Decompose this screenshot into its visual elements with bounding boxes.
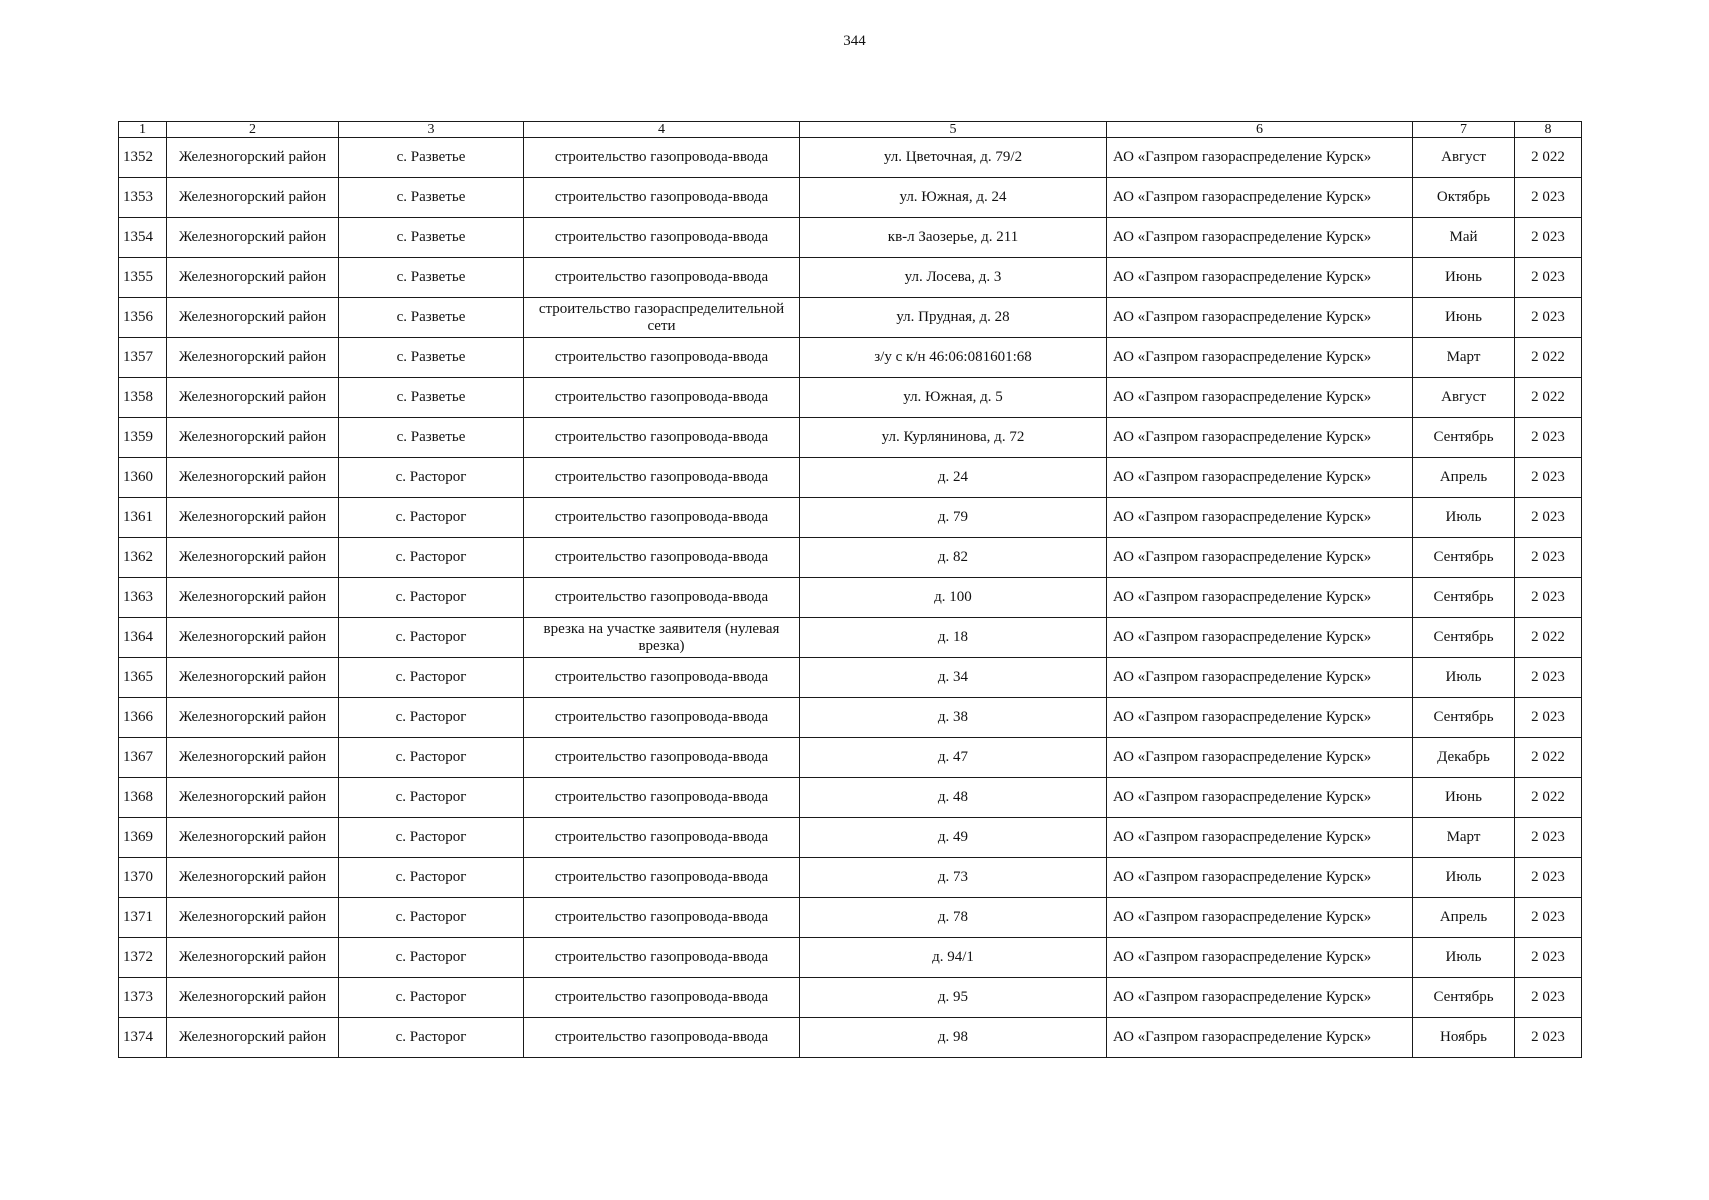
table-row <box>119 578 1582 618</box>
month-cell: Апрель <box>1413 458 1515 498</box>
settlement-cell: с. Расторог <box>339 658 524 698</box>
address-cell: д. 98 <box>800 1018 1107 1058</box>
work-type-cell: строительство газопровода-ввода <box>524 818 800 858</box>
row-number-cell: 1366 <box>119 698 167 738</box>
table-row <box>119 658 1582 698</box>
table-row <box>119 498 1582 538</box>
address-cell: д. 100 <box>800 578 1107 618</box>
work-type-cell: строительство газопровода-ввода <box>524 698 800 738</box>
district-cell: Железногорский район <box>167 498 339 538</box>
table-row <box>119 418 1582 458</box>
row-number-cell: 1362 <box>119 538 167 578</box>
work-type-cell: строительство газопровода-ввода <box>524 138 800 178</box>
table-row <box>119 938 1582 978</box>
address-cell: кв-л Заозерье, д. 211 <box>800 218 1107 258</box>
work-type-cell: строительство газопровода-ввода <box>524 658 800 698</box>
settlement-cell: с. Расторог <box>339 938 524 978</box>
settlement-cell: с. Расторог <box>339 458 524 498</box>
row-number-cell: 1367 <box>119 738 167 778</box>
month-cell: Июнь <box>1413 258 1515 298</box>
organization-cell: АО «Газпром газораспределение Курск» <box>1107 698 1413 738</box>
settlement-cell: с. Разветье <box>339 418 524 458</box>
district-cell: Железногорский район <box>167 778 339 818</box>
district-cell: Железногорский район <box>167 658 339 698</box>
address-cell: д. 48 <box>800 778 1107 818</box>
row-number-cell: 1357 <box>119 338 167 378</box>
address-cell: ул. Лосева, д. 3 <box>800 258 1107 298</box>
month-cell: Июль <box>1413 938 1515 978</box>
organization-cell: АО «Газпром газораспределение Курск» <box>1107 818 1413 858</box>
work-type-cell: строительство газопровода-ввода <box>524 898 800 938</box>
organization-cell: АО «Газпром газораспределение Курск» <box>1107 658 1413 698</box>
work-type-cell: строительство газопровода-ввода <box>524 378 800 418</box>
district-cell: Железногорский район <box>167 938 339 978</box>
address-cell: д. 79 <box>800 498 1107 538</box>
year-cell: 2 023 <box>1515 218 1582 258</box>
work-type-cell: строительство газопровода-ввода <box>524 258 800 298</box>
organization-cell: АО «Газпром газораспределение Курск» <box>1107 498 1413 538</box>
month-cell: Сентябрь <box>1413 418 1515 458</box>
district-cell: Железногорский район <box>167 538 339 578</box>
table-header-row <box>119 122 1582 138</box>
settlement-cell: с. Разветье <box>339 378 524 418</box>
row-number-cell: 1363 <box>119 578 167 618</box>
address-cell: ул. Южная, д. 24 <box>800 178 1107 218</box>
work-type-cell: строительство газораспределительной сети <box>524 298 800 338</box>
month-cell: Июль <box>1413 658 1515 698</box>
table-row <box>119 218 1582 258</box>
row-number-cell: 1361 <box>119 498 167 538</box>
table-row <box>119 458 1582 498</box>
work-type-cell: строительство газопровода-ввода <box>524 778 800 818</box>
work-type-cell: строительство газопровода-ввода <box>524 1018 800 1058</box>
organization-cell: АО «Газпром газораспределение Курск» <box>1107 858 1413 898</box>
table-row <box>119 698 1582 738</box>
organization-cell: АО «Газпром газораспределение Курск» <box>1107 138 1413 178</box>
organization-cell: АО «Газпром газораспределение Курск» <box>1107 778 1413 818</box>
month-cell: Август <box>1413 378 1515 418</box>
address-cell: ул. Цветочная, д. 79/2 <box>800 138 1107 178</box>
month-cell: Март <box>1413 338 1515 378</box>
district-cell: Железногорский район <box>167 618 339 658</box>
organization-cell: АО «Газпром газораспределение Курск» <box>1107 178 1413 218</box>
address-cell: д. 38 <box>800 698 1107 738</box>
district-cell: Железногорский район <box>167 458 339 498</box>
address-cell: ул. Курлянинова, д. 72 <box>800 418 1107 458</box>
settlement-cell: с. Разветье <box>339 138 524 178</box>
table-row <box>119 618 1582 658</box>
row-number-cell: 1354 <box>119 218 167 258</box>
settlement-cell: с. Расторог <box>339 898 524 938</box>
year-cell: 2 023 <box>1515 1018 1582 1058</box>
month-cell: Март <box>1413 818 1515 858</box>
district-cell: Железногорский район <box>167 138 339 178</box>
address-cell: д. 47 <box>800 738 1107 778</box>
month-cell: Сентябрь <box>1413 978 1515 1018</box>
organization-cell: АО «Газпром газораспределение Курск» <box>1107 978 1413 1018</box>
table-row <box>119 898 1582 938</box>
year-cell: 2 023 <box>1515 858 1582 898</box>
year-cell: 2 022 <box>1515 138 1582 178</box>
month-cell: Июль <box>1413 498 1515 538</box>
row-number-cell: 1364 <box>119 618 167 658</box>
settlement-cell: с. Расторог <box>339 978 524 1018</box>
work-type-cell: строительство газопровода-ввода <box>524 458 800 498</box>
address-cell: з/у с к/н 46:06:081601:68 <box>800 338 1107 378</box>
data-table <box>118 121 1582 1058</box>
row-number-cell: 1352 <box>119 138 167 178</box>
year-cell: 2 023 <box>1515 258 1582 298</box>
district-cell: Железногорский район <box>167 258 339 298</box>
row-number-cell: 1372 <box>119 938 167 978</box>
year-cell: 2 023 <box>1515 298 1582 338</box>
address-cell: ул. Прудная, д. 28 <box>800 298 1107 338</box>
address-cell: д. 82 <box>800 538 1107 578</box>
district-cell: Железногорский район <box>167 218 339 258</box>
year-cell: 2 022 <box>1515 378 1582 418</box>
settlement-cell: с. Разветье <box>339 178 524 218</box>
year-cell: 2 023 <box>1515 698 1582 738</box>
year-cell: 2 023 <box>1515 938 1582 978</box>
row-number-cell: 1358 <box>119 378 167 418</box>
work-type-cell: строительство газопровода-ввода <box>524 858 800 898</box>
column-header: 1 <box>119 122 167 138</box>
month-cell: Сентябрь <box>1413 698 1515 738</box>
district-cell: Железногорский район <box>167 378 339 418</box>
address-cell: д. 73 <box>800 858 1107 898</box>
work-type-cell: строительство газопровода-ввода <box>524 538 800 578</box>
settlement-cell: с. Разветье <box>339 258 524 298</box>
column-header: 2 <box>167 122 339 138</box>
district-cell: Железногорский район <box>167 1018 339 1058</box>
row-number-cell: 1365 <box>119 658 167 698</box>
district-cell: Железногорский район <box>167 858 339 898</box>
organization-cell: АО «Газпром газораспределение Курск» <box>1107 338 1413 378</box>
address-cell: д. 78 <box>800 898 1107 938</box>
work-type-cell: строительство газопровода-ввода <box>524 578 800 618</box>
organization-cell: АО «Газпром газораспределение Курск» <box>1107 578 1413 618</box>
column-header: 3 <box>339 122 524 138</box>
year-cell: 2 022 <box>1515 778 1582 818</box>
settlement-cell: с. Расторог <box>339 778 524 818</box>
year-cell: 2 023 <box>1515 458 1582 498</box>
work-type-cell: строительство газопровода-ввода <box>524 218 800 258</box>
row-number-cell: 1360 <box>119 458 167 498</box>
address-cell: д. 49 <box>800 818 1107 858</box>
work-type-cell: строительство газопровода-ввода <box>524 418 800 458</box>
row-number-cell: 1356 <box>119 298 167 338</box>
month-cell: Апрель <box>1413 898 1515 938</box>
year-cell: 2 023 <box>1515 978 1582 1018</box>
year-cell: 2 022 <box>1515 338 1582 378</box>
settlement-cell: с. Расторог <box>339 1018 524 1058</box>
table-row <box>119 738 1582 778</box>
work-type-cell: строительство газопровода-ввода <box>524 338 800 378</box>
table-body <box>119 138 1582 1058</box>
district-cell: Железногорский район <box>167 738 339 778</box>
district-cell: Железногорский район <box>167 818 339 858</box>
district-cell: Железногорский район <box>167 298 339 338</box>
district-cell: Железногорский район <box>167 898 339 938</box>
settlement-cell: с. Расторог <box>339 738 524 778</box>
organization-cell: АО «Газпром газораспределение Курск» <box>1107 1018 1413 1058</box>
district-cell: Железногорский район <box>167 178 339 218</box>
district-cell: Железногорский район <box>167 978 339 1018</box>
address-cell: ул. Южная, д. 5 <box>800 378 1107 418</box>
organization-cell: АО «Газпром газораспределение Курск» <box>1107 258 1413 298</box>
address-cell: д. 94/1 <box>800 938 1107 978</box>
organization-cell: АО «Газпром газораспределение Курск» <box>1107 738 1413 778</box>
page-number: 344 <box>843 33 866 49</box>
year-cell: 2 023 <box>1515 538 1582 578</box>
row-number-cell: 1369 <box>119 818 167 858</box>
table-row <box>119 818 1582 858</box>
district-cell: Железногорский район <box>167 338 339 378</box>
organization-cell: АО «Газпром газораспределение Курск» <box>1107 378 1413 418</box>
table-row <box>119 138 1582 178</box>
row-number-cell: 1355 <box>119 258 167 298</box>
row-number-cell: 1370 <box>119 858 167 898</box>
table-row <box>119 778 1582 818</box>
work-type-cell: строительство газопровода-ввода <box>524 178 800 218</box>
work-type-cell: строительство газопровода-ввода <box>524 978 800 1018</box>
column-header: 4 <box>524 122 800 138</box>
row-number-cell: 1371 <box>119 898 167 938</box>
column-header: 5 <box>800 122 1107 138</box>
work-type-cell: строительство газопровода-ввода <box>524 738 800 778</box>
year-cell: 2 022 <box>1515 618 1582 658</box>
work-type-cell: строительство газопровода-ввода <box>524 498 800 538</box>
month-cell: Май <box>1413 218 1515 258</box>
table-row <box>119 338 1582 378</box>
year-cell: 2 023 <box>1515 658 1582 698</box>
year-cell: 2 023 <box>1515 178 1582 218</box>
row-number-cell: 1353 <box>119 178 167 218</box>
column-header: 8 <box>1515 122 1582 138</box>
month-cell: Август <box>1413 138 1515 178</box>
address-cell: д. 34 <box>800 658 1107 698</box>
month-cell: Ноябрь <box>1413 1018 1515 1058</box>
table-row <box>119 298 1582 338</box>
column-header: 6 <box>1107 122 1413 138</box>
district-cell: Железногорский район <box>167 578 339 618</box>
work-type-cell: строительство газопровода-ввода <box>524 938 800 978</box>
row-number-cell: 1368 <box>119 778 167 818</box>
organization-cell: АО «Газпром газораспределение Курск» <box>1107 418 1413 458</box>
settlement-cell: с. Разветье <box>339 338 524 378</box>
organization-cell: АО «Газпром газораспределение Курск» <box>1107 458 1413 498</box>
settlement-cell: с. Разветье <box>339 298 524 338</box>
table-row <box>119 1018 1582 1058</box>
district-cell: Железногорский район <box>167 698 339 738</box>
organization-cell: АО «Газпром газораспределение Курск» <box>1107 938 1413 978</box>
organization-cell: АО «Газпром газораспределение Курск» <box>1107 618 1413 658</box>
district-cell: Железногорский район <box>167 418 339 458</box>
settlement-cell: с. Расторог <box>339 858 524 898</box>
settlement-cell: с. Расторог <box>339 698 524 738</box>
row-number-cell: 1373 <box>119 978 167 1018</box>
row-number-cell: 1374 <box>119 1018 167 1058</box>
address-cell: д. 24 <box>800 458 1107 498</box>
organization-cell: АО «Газпром газораспределение Курск» <box>1107 538 1413 578</box>
month-cell: Сентябрь <box>1413 538 1515 578</box>
settlement-cell: с. Расторог <box>339 498 524 538</box>
settlement-cell: с. Расторог <box>339 618 524 658</box>
settlement-cell: с. Разветье <box>339 218 524 258</box>
settlement-cell: с. Расторог <box>339 578 524 618</box>
year-cell: 2 023 <box>1515 498 1582 538</box>
work-type-cell: врезка на участке заявителя (нулевая врезка) <box>524 618 800 658</box>
table-row <box>119 258 1582 298</box>
organization-cell: АО «Газпром газораспределение Курск» <box>1107 298 1413 338</box>
month-cell: Сентябрь <box>1413 578 1515 618</box>
settlement-cell: с. Расторог <box>339 818 524 858</box>
year-cell: 2 022 <box>1515 738 1582 778</box>
table-row <box>119 538 1582 578</box>
column-header: 7 <box>1413 122 1515 138</box>
address-cell: д. 95 <box>800 978 1107 1018</box>
settlement-cell: с. Расторог <box>339 538 524 578</box>
month-cell: Декабрь <box>1413 738 1515 778</box>
organization-cell: АО «Газпром газораспределение Курск» <box>1107 218 1413 258</box>
year-cell: 2 023 <box>1515 818 1582 858</box>
table-row <box>119 978 1582 1018</box>
row-number-cell: 1359 <box>119 418 167 458</box>
month-cell: Сентябрь <box>1413 618 1515 658</box>
table-row <box>119 858 1582 898</box>
year-cell: 2 023 <box>1515 898 1582 938</box>
table-row <box>119 378 1582 418</box>
address-cell: д. 18 <box>800 618 1107 658</box>
organization-cell: АО «Газпром газораспределение Курск» <box>1107 898 1413 938</box>
month-cell: Октябрь <box>1413 178 1515 218</box>
year-cell: 2 023 <box>1515 578 1582 618</box>
year-cell: 2 023 <box>1515 418 1582 458</box>
month-cell: Июль <box>1413 858 1515 898</box>
table-row <box>119 178 1582 218</box>
month-cell: Июнь <box>1413 778 1515 818</box>
month-cell: Июнь <box>1413 298 1515 338</box>
